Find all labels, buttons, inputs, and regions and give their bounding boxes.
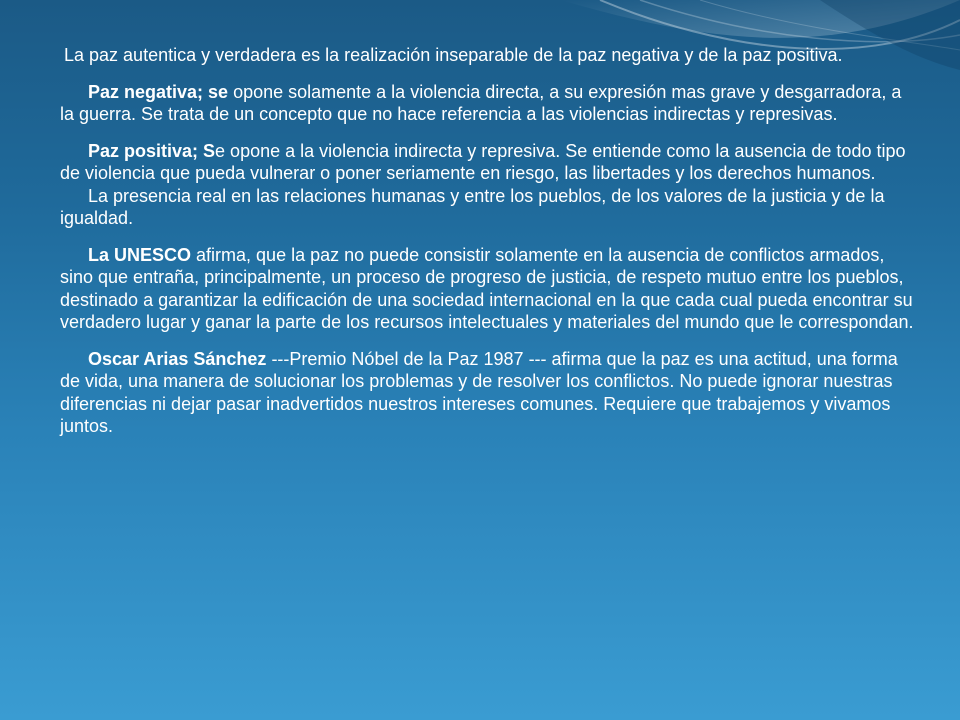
arias-text: ---Premio Nóbel de la Paz 1987 --- afirma que la paz es una actitud, una forma de vida, una manera de solucionar los problemas y de resolver los conflictos. No puede ignorar nuestras diferencias ni dejar pasar inadvertidos nuestros intereses comunes. Requiere que trabajemos y vivamos juntos. <box>60 348 898 436</box>
positive-peace-paragraph-2 <box>60 185 916 230</box>
positive-peace-text-2: La presencia real en las relaciones humanas y entre los pueblos, de los valores de la justicia y de la igualdad. <box>60 185 885 228</box>
unesco-paragraph <box>60 244 916 334</box>
positive-peace-paragraph <box>60 140 916 185</box>
intro-text: La paz autentica y verdadera es la realización inseparable de la paz negativa y de la paz positiva. <box>64 45 843 65</box>
arias-term: Oscar Arias Sánchez <box>88 348 267 369</box>
slide-body <box>60 44 916 452</box>
unesco-text: afirma, que la paz no puede consistir solamente en la ausencia de conflictos armados, sino que entraña, principalmente, un proceso de progreso de justicia, de respeto mutuo entre los pueblos, destinado a garantizar la edificación de una sociedad internacional en la que cada cual pueda encontrar su verdadero lugar y ganar la parte de los recursos intelectuales y materiales del mundo que le correspondan. <box>60 244 914 332</box>
negative-peace-term: Paz negativa; se <box>88 81 229 102</box>
negative-peace-text: opone solamente a la violencia directa, a su expresión mas grave y desgarradora, a la guerra. Se trata de un concepto que no hace referencia a las violencias indirectas y represivas. <box>60 81 902 124</box>
arias-paragraph <box>60 348 916 438</box>
positive-peace-term: Paz positiva; S <box>88 140 216 161</box>
negative-peace-paragraph <box>60 81 916 126</box>
intro-paragraph <box>60 44 916 67</box>
unesco-term: La UNESCO <box>88 244 192 265</box>
positive-peace-text: e opone a la violencia indirecta y represiva. Se entiende como la ausencia de todo tipo de violencia que pueda vulnerar o poner seriamente en riesgo, las libertades y los derechos humanos. <box>60 140 906 183</box>
